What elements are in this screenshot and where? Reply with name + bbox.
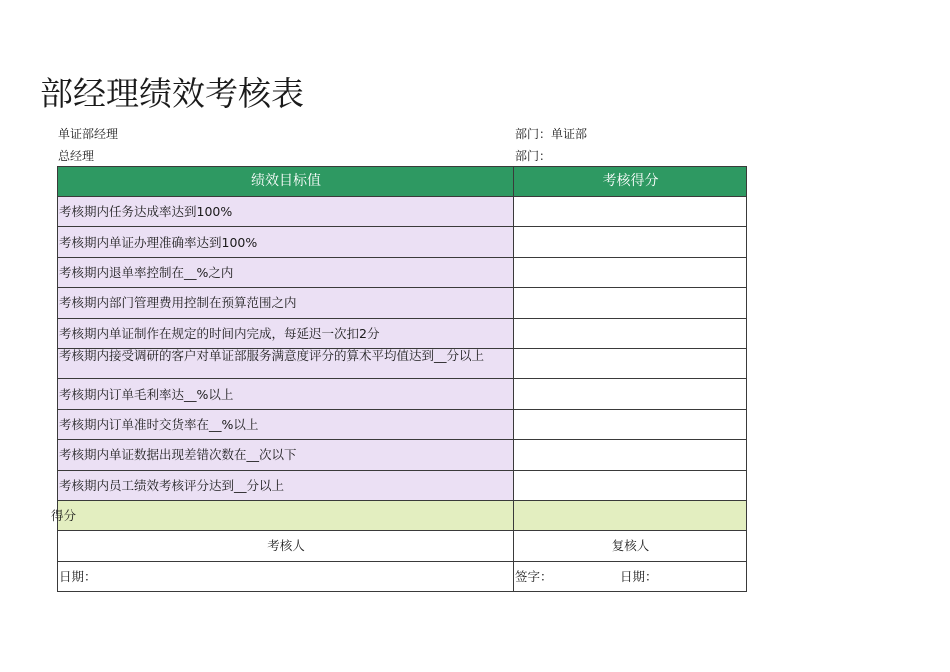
goal-cell: 考核期内任务达成率达到100% — [58, 197, 514, 227]
signature-title-row — [58, 531, 747, 561]
page-title — [40, 70, 548, 118]
table-row — [58, 470, 747, 500]
reviewer-sign-label: 签字： — [515, 568, 553, 584]
score-cell[interactable] — [514, 409, 747, 439]
table-row — [58, 197, 747, 227]
table-row — [58, 257, 747, 287]
total-label — [51, 500, 514, 530]
position-label: 单证部经理 — [58, 127, 119, 141]
assessment-table — [51, 166, 747, 592]
reviewer-signature-cell[interactable] — [514, 561, 747, 591]
table-row — [58, 348, 747, 378]
goal-cell: 考核期内订单准时交货率在__%以上 — [58, 409, 514, 439]
goal-cell: 考核期内员工绩效考核评分达到__分以上 — [58, 470, 514, 500]
score-cell[interactable] — [514, 470, 747, 500]
table-row — [58, 318, 747, 348]
reviewer-date-label: 日期： — [620, 568, 658, 584]
assessor-date-cell[interactable] — [58, 561, 514, 591]
score-cell[interactable] — [514, 318, 747, 348]
goal-cell: 考核期内单证制作在规定的时间内完成，每延迟一次扣2分 — [58, 318, 514, 348]
score-cell[interactable] — [514, 379, 747, 409]
table-row — [58, 379, 747, 409]
department-label-2: 部门： — [515, 149, 552, 163]
goal-cell: 考核期内退单率控制在__%之内 — [58, 257, 514, 287]
score-cell[interactable] — [514, 440, 747, 470]
goal-cell: 考核期内单证数据出现差错次数在__次以下 — [58, 440, 514, 470]
goal-cell: 考核期内部门管理费用控制在预算范围之内 — [58, 288, 514, 318]
score-cell[interactable] — [514, 348, 747, 378]
score-cell[interactable] — [514, 197, 747, 227]
total-score-cell[interactable] — [514, 500, 747, 530]
table-row — [58, 440, 747, 470]
score-cell[interactable] — [514, 257, 747, 287]
table-row — [58, 288, 747, 318]
total-row — [58, 500, 747, 530]
score-cell[interactable] — [514, 288, 747, 318]
department-label-1: 部门：单证部 — [515, 127, 588, 141]
supervisor-label: 总经理 — [58, 149, 95, 163]
assessor-label: 考核人 — [58, 531, 514, 561]
goal-cell: 考核期内接受调研的客户对单证部服务满意度评分的算术平均值达到__分以上 — [58, 348, 514, 378]
goal-cell: 考核期内订单毛利率达__%以上 — [58, 379, 514, 409]
page-title-text: 部经理绩效考核表 — [40, 74, 304, 113]
score-column-header: 考核得分 — [514, 167, 747, 197]
table-row — [58, 227, 747, 257]
signature-row — [58, 561, 747, 591]
goal-column-header: 绩效目标值 — [58, 167, 514, 197]
score-cell[interactable] — [514, 227, 747, 257]
assessor-date-label: 日期： — [59, 568, 97, 584]
table-row — [58, 409, 747, 439]
total-label-text: 得分 — [51, 508, 77, 524]
table-header-row — [58, 167, 747, 197]
reviewer-label: 复核人 — [514, 531, 747, 561]
goal-cell: 考核期内单证办理准确率达到100% — [58, 227, 514, 257]
